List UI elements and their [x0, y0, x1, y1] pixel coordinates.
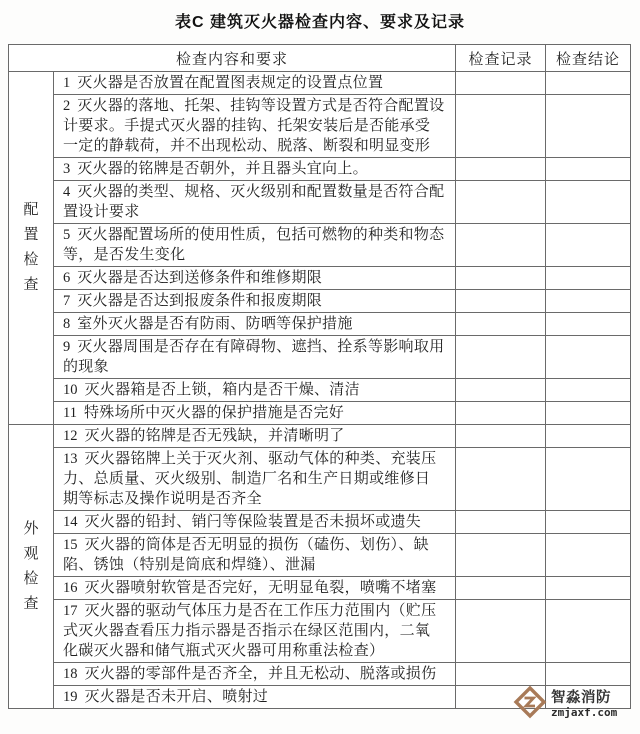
item-number: 1 — [63, 75, 71, 91]
watermark-url: zmjaxf.com — [551, 706, 618, 720]
item-number: 10 — [63, 382, 78, 398]
item-requirement: 灭火器是否未开启、喷射过 — [84, 689, 269, 705]
table-row-item-16 — [9, 577, 631, 600]
inspection-table — [8, 44, 631, 709]
record-cell — [456, 181, 546, 224]
item-text-cell — [54, 224, 456, 267]
item-text-cell — [54, 511, 456, 534]
conclusion-cell — [546, 663, 631, 686]
item-text-cell — [54, 663, 456, 686]
item-number: 3 — [63, 161, 71, 177]
conclusion-cell — [546, 290, 631, 313]
category-cell-configuration — [9, 72, 54, 425]
watermark — [512, 684, 617, 725]
item-number: 18 — [63, 666, 78, 682]
record-cell — [456, 313, 546, 336]
item-number: 7 — [63, 293, 71, 309]
conclusion-cell — [546, 448, 631, 511]
item-text-cell — [54, 425, 456, 448]
conclusion-cell — [546, 224, 631, 267]
record-cell — [456, 511, 546, 534]
record-cell — [456, 577, 546, 600]
diamond-logo-icon — [512, 684, 548, 725]
item-requirement: 灭火器的驱动气体压力是否在工作压力范围内（贮压式灭火器查看压力指示器是否指示在绿区范围内，二氧化碳灭火器和储气瓶式灭火器可用称重法检查） — [63, 603, 437, 659]
category-cell-appearance — [9, 425, 54, 709]
item-text-cell — [54, 290, 456, 313]
item-number: 12 — [63, 428, 78, 444]
category-label: 配置检查 — [23, 202, 39, 293]
conclusion-cell — [546, 511, 631, 534]
item-requirement: 灭火器的铭牌是否无残缺，并清晰明了 — [84, 428, 345, 444]
item-text-cell — [54, 379, 456, 402]
table-row-item-18 — [9, 663, 631, 686]
conclusion-cell — [546, 72, 631, 95]
record-cell — [456, 224, 546, 267]
item-requirement: 灭火器喷射软管是否完好，无明显龟裂，喷嘴不堵塞 — [84, 580, 437, 596]
item-text-cell — [54, 181, 456, 224]
item-requirement: 灭火器周围是否存在有障碍物、遮挡、拴系等影响取用的现象 — [63, 339, 445, 375]
conclusion-cell — [546, 95, 631, 158]
inspection-table-body — [9, 72, 631, 709]
conclusion-cell — [546, 534, 631, 577]
conclusion-cell — [546, 158, 631, 181]
record-cell — [456, 267, 546, 290]
watermark-brand-name: 智淼消防 — [551, 689, 611, 706]
item-text-cell — [54, 402, 456, 425]
page-title: 表C 建筑灭火器检查内容、要求及记录 — [174, 14, 465, 31]
item-requirement: 灭火器的落地、托架、挂钩等设置方式是否符合配置设计要求。手提式灭火器的挂钩、托架安装后是否能承受一定的静载荷，并不出现松动、脱落、断裂和明显变形 — [63, 98, 445, 154]
item-text-cell — [54, 336, 456, 379]
item-text-cell — [54, 95, 456, 158]
table-row-item-3 — [9, 158, 631, 181]
record-cell — [456, 402, 546, 425]
item-number: 8 — [63, 316, 71, 332]
conclusion-cell — [546, 600, 631, 663]
item-requirement: 灭火器的筒体是否无明显的损伤（磕伤、划伤）、缺陷、锈蚀（特别是筒底和焊缝）、泄漏 — [63, 537, 429, 573]
record-cell — [456, 600, 546, 663]
item-requirement: 灭火器的铭牌是否朝外，并且器头宜向上。 — [77, 161, 368, 177]
column-header-record: 检查记录 — [456, 45, 546, 72]
record-cell — [456, 379, 546, 402]
item-text-cell — [54, 686, 456, 709]
table-row-item-6 — [9, 267, 631, 290]
item-number: 17 — [63, 603, 78, 619]
item-number: 4 — [63, 184, 71, 200]
table-row-item-15 — [9, 534, 631, 577]
item-requirement: 灭火器是否达到送修条件和维修期限 — [77, 270, 323, 286]
record-cell — [456, 448, 546, 511]
table-row-item-12 — [9, 425, 631, 448]
item-number: 11 — [63, 405, 77, 421]
item-number: 5 — [63, 227, 71, 243]
item-text-cell — [54, 72, 456, 95]
item-requirement: 灭火器配置场所的使用性质，包括可燃物的种类和物态等，是否发生变化 — [63, 227, 445, 263]
item-text-cell — [54, 448, 456, 511]
item-number: 9 — [63, 339, 71, 355]
table-row-item-9 — [9, 336, 631, 379]
conclusion-cell — [546, 313, 631, 336]
table-row-item-13 — [9, 448, 631, 511]
item-requirement: 灭火器的零部件是否齐全，并且无松动、脱落或损伤 — [84, 666, 437, 682]
table-row-item-2 — [9, 95, 631, 158]
item-requirement: 灭火器是否放置在配置图表规定的设置点位置 — [77, 75, 384, 91]
record-cell — [456, 95, 546, 158]
conclusion-cell — [546, 402, 631, 425]
item-requirement: 灭火器的铅封、销闩等保险装置是否未损坏或遗失 — [84, 514, 422, 530]
item-text-cell — [54, 267, 456, 290]
column-header-conclusion: 检查结论 — [546, 45, 631, 72]
category-label: 外观检查 — [23, 520, 39, 612]
conclusion-cell — [546, 336, 631, 379]
item-requirement: 特殊场所中灭火器的保护措施是否完好 — [83, 405, 345, 421]
record-cell — [456, 663, 546, 686]
table-row-item-10 — [9, 379, 631, 402]
item-number: 16 — [63, 580, 78, 596]
conclusion-cell — [546, 425, 631, 448]
record-cell — [456, 158, 546, 181]
record-cell — [456, 534, 546, 577]
item-requirement: 灭火器箱是否上锁，箱内是否干燥、清洁 — [84, 382, 360, 398]
record-cell — [456, 72, 546, 95]
item-requirement: 灭火器的类型、规格、灭火级别和配置数量是否符合配置设计要求 — [63, 184, 445, 220]
table-row-item-1 — [9, 72, 631, 95]
record-cell — [456, 336, 546, 379]
item-text-cell — [54, 600, 456, 663]
column-header-content: 检查内容和要求 — [9, 45, 456, 72]
table-row-item-17 — [9, 600, 631, 663]
item-number: 6 — [63, 270, 71, 286]
table-row-item-14 — [9, 511, 631, 534]
table-row-item-4 — [9, 181, 631, 224]
table-row-item-7 — [9, 290, 631, 313]
item-requirement: 灭火器是否达到报废条件和报废期限 — [77, 293, 323, 309]
conclusion-cell — [546, 181, 631, 224]
item-number: 15 — [63, 537, 78, 553]
conclusion-cell — [546, 379, 631, 402]
table-row-item-5 — [9, 224, 631, 267]
record-cell — [456, 425, 546, 448]
item-text-cell — [54, 313, 456, 336]
item-requirement: 室外灭火器是否有防雨、防晒等保护措施 — [77, 316, 353, 332]
item-text-cell — [54, 534, 456, 577]
item-number: 19 — [63, 689, 78, 705]
item-text-cell — [54, 158, 456, 181]
table-row-item-11 — [9, 402, 631, 425]
conclusion-cell — [546, 577, 631, 600]
conclusion-cell — [546, 267, 631, 290]
item-number: 14 — [63, 514, 78, 530]
item-number: 13 — [63, 451, 78, 467]
item-requirement: 灭火器铭牌上关于灭火剂、驱动气体的种类、充装压力、总质量、灭火级别、制造厂名和生产日期或维修日期等标志及操作说明是否齐全 — [63, 451, 437, 507]
table-row-item-8 — [9, 313, 631, 336]
table-header-row — [9, 45, 631, 72]
item-number: 2 — [63, 98, 71, 114]
item-text-cell — [54, 577, 456, 600]
record-cell — [456, 290, 546, 313]
